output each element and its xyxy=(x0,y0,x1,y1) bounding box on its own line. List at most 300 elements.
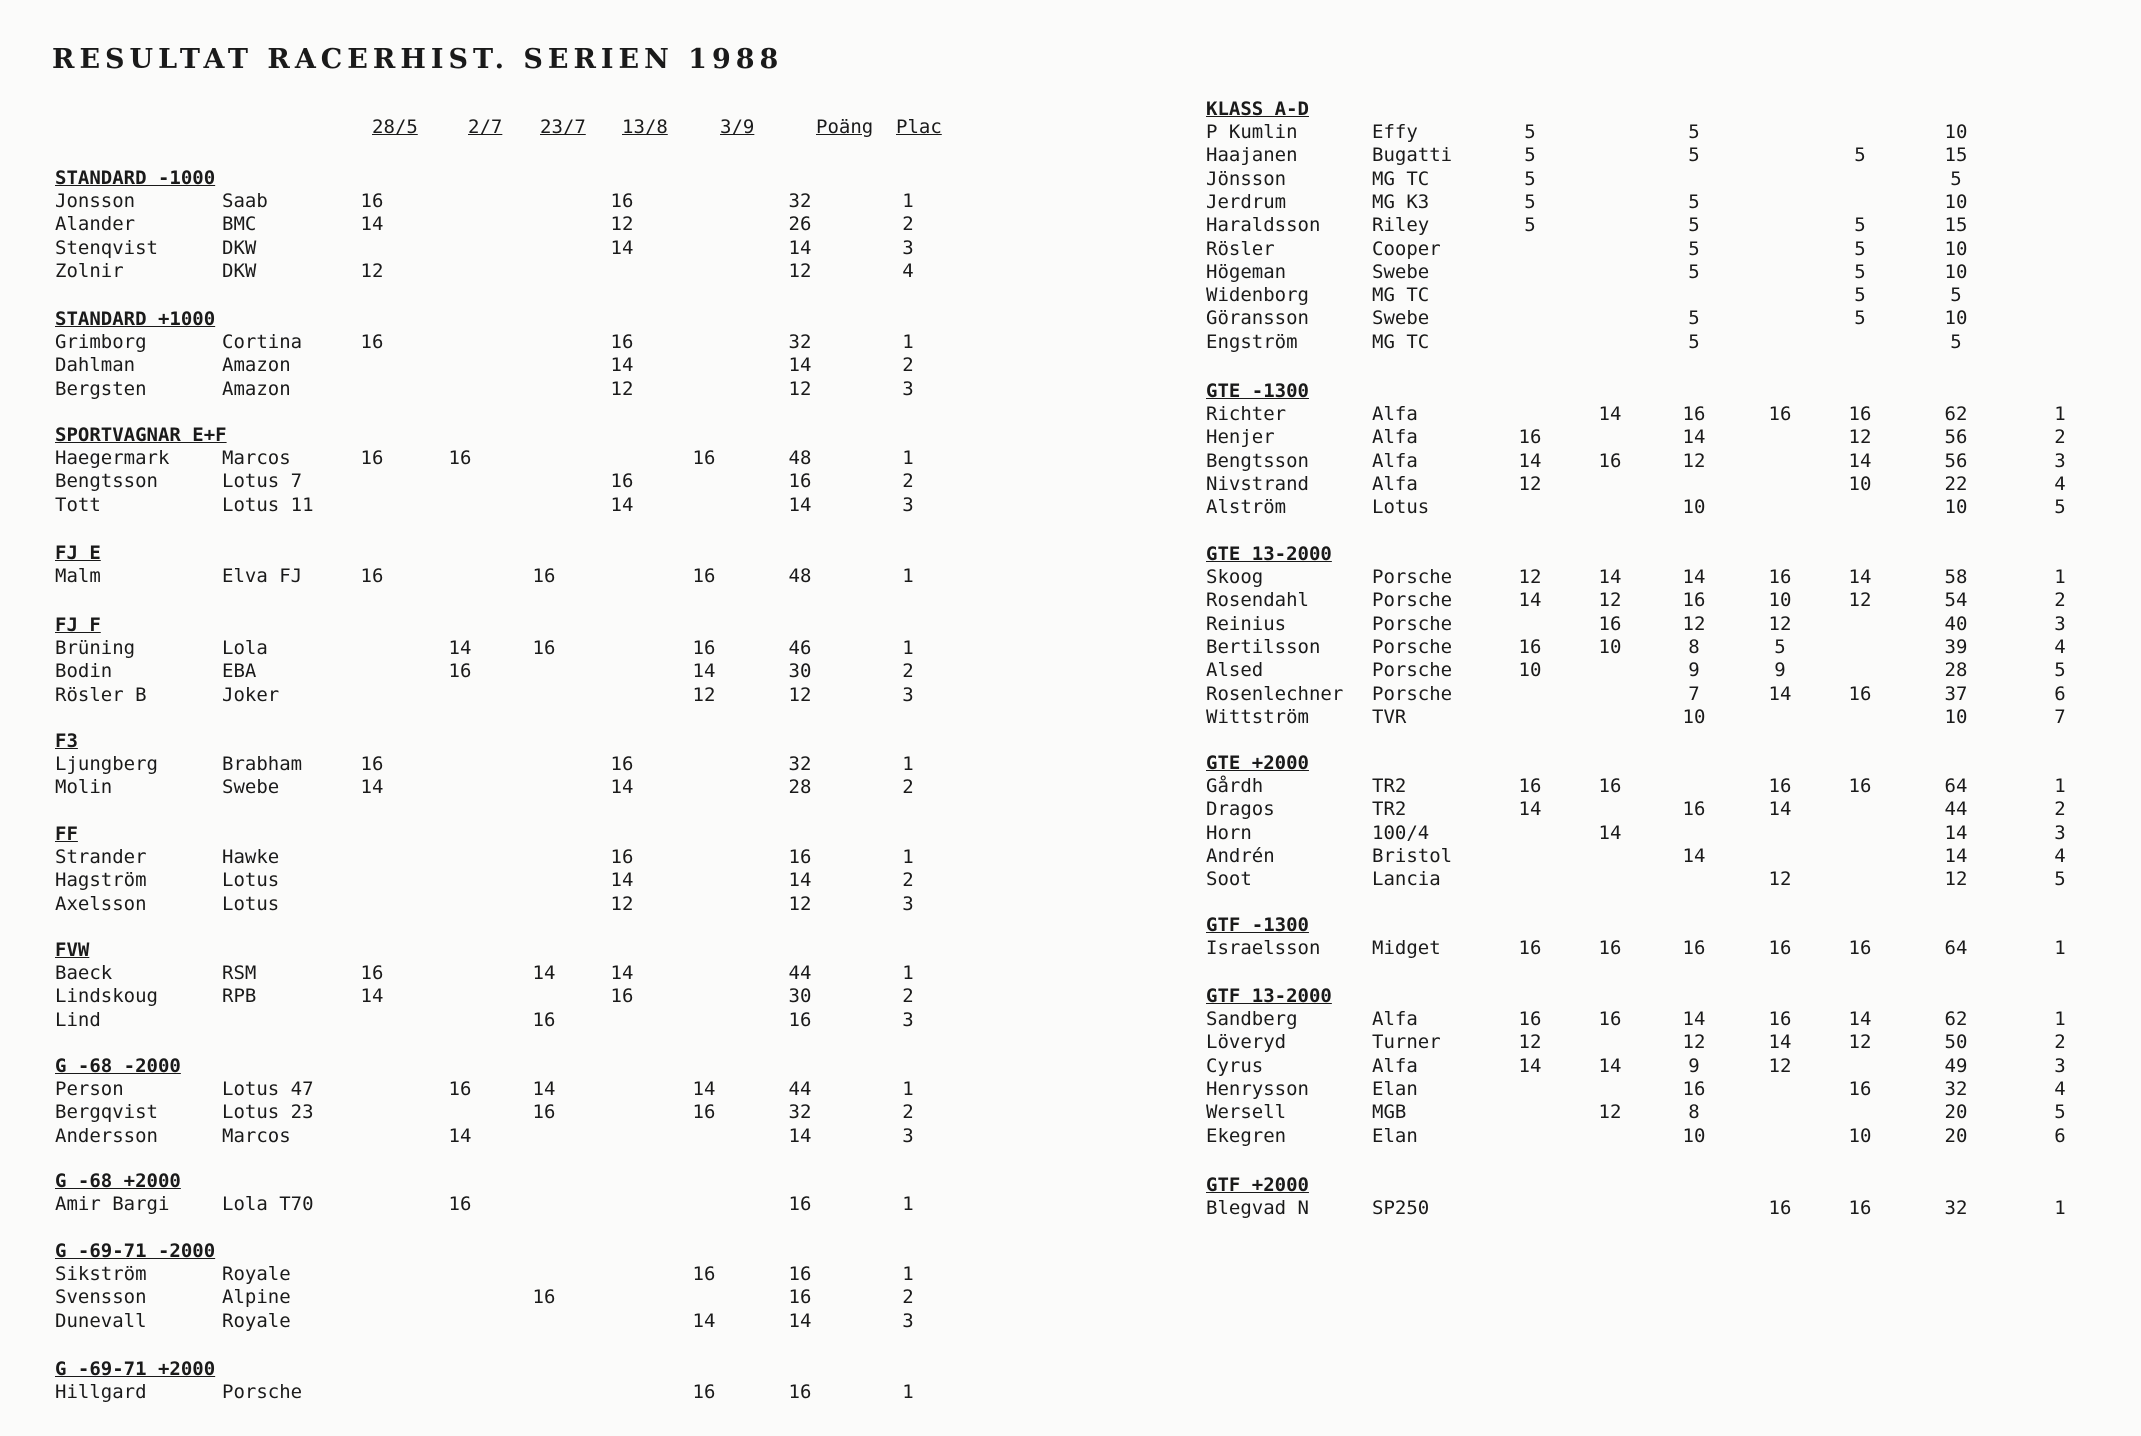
race-23-7-points: 16 xyxy=(532,1101,556,1123)
race-28-5-points: 16 xyxy=(1518,426,1542,448)
race-28-5-points: 16 xyxy=(1518,775,1542,797)
placing: 1 xyxy=(902,753,914,775)
race-3-9-points: 14 xyxy=(692,1078,716,1100)
car-name: Turner xyxy=(1372,1031,1441,1053)
result-row xyxy=(0,798,2141,821)
race-28-5-points: 14 xyxy=(1518,1055,1542,1077)
race-13-8-points: 14 xyxy=(610,776,634,798)
driver-name: Hillgard xyxy=(55,1381,147,1403)
placing: 1 xyxy=(902,331,914,353)
driver-name: Haraldsson xyxy=(1206,214,1321,236)
driver-name: Göransson xyxy=(1206,307,1309,329)
race-23-7-points: 14 xyxy=(532,1078,556,1100)
placing: 3 xyxy=(902,1310,914,1332)
race-28-5-points: 5 xyxy=(1524,168,1536,190)
driver-name: Amir Bargi xyxy=(55,1193,170,1215)
driver-name: Nivstrand xyxy=(1206,473,1309,495)
car-name: Lotus 23 xyxy=(222,1101,314,1123)
race-3-9-points: 14 xyxy=(692,660,716,682)
race-3-9-points: 16 xyxy=(1848,683,1872,705)
driver-name: Malm xyxy=(55,565,101,587)
driver-name: Zolnir xyxy=(55,260,124,282)
total-points: 14 xyxy=(788,1125,812,1147)
driver-name: Bengtsson xyxy=(1206,450,1309,472)
placing: 1 xyxy=(902,637,914,659)
race-13-8-points: 12 xyxy=(610,213,634,235)
total-points: 32 xyxy=(788,190,812,212)
total-points: 5 xyxy=(1950,284,1962,306)
total-points: 58 xyxy=(1944,566,1968,588)
car-name: Cooper xyxy=(1372,238,1441,260)
placing: 3 xyxy=(2054,613,2066,635)
result-row xyxy=(0,331,2141,354)
total-points: 10 xyxy=(1944,261,1968,283)
result-row xyxy=(0,775,2141,798)
race-13-8-points: 16 xyxy=(610,470,634,492)
driver-name: Brüning xyxy=(55,637,136,659)
driver-name: Richter xyxy=(1206,403,1287,425)
race-23-7-points: 10 xyxy=(1682,706,1706,728)
race-2-7-points: 12 xyxy=(1598,589,1622,611)
total-points: 22 xyxy=(1944,473,1968,495)
car-name: Porsche xyxy=(222,1381,303,1403)
car-name: Brabham xyxy=(222,753,303,775)
total-points: 32 xyxy=(1944,1197,1968,1219)
car-name: Swebe xyxy=(222,776,280,798)
total-points: 48 xyxy=(788,565,812,587)
result-row xyxy=(0,985,2141,1008)
placing: 2 xyxy=(902,869,914,891)
result-row xyxy=(0,589,2141,612)
race-23-7-points: 16 xyxy=(1682,798,1706,820)
driver-name: Haajanen xyxy=(1206,144,1298,166)
race-13-8-points: 12 xyxy=(1768,613,1792,635)
race-13-8-points: 10 xyxy=(1768,589,1792,611)
total-points: 10 xyxy=(1944,121,1968,143)
race-2-7-points: 14 xyxy=(448,1125,472,1147)
race-2-7-points: 14 xyxy=(1598,1055,1622,1077)
race-3-9-points: 16 xyxy=(1848,937,1872,959)
placing: 1 xyxy=(2054,775,2066,797)
race-3-9-points: 16 xyxy=(1848,403,1872,425)
driver-name: Wittström xyxy=(1206,706,1309,728)
car-name: Saab xyxy=(222,190,268,212)
class-title: GTE 13-2000 xyxy=(1206,543,1332,565)
total-points: 16 xyxy=(788,1193,812,1215)
car-name: Lola T70 xyxy=(222,1193,314,1215)
placing: 2 xyxy=(2054,426,2066,448)
car-name: Joker xyxy=(222,684,280,706)
race-13-8-points: 12 xyxy=(1768,1055,1792,1077)
header-race4: 13/8 xyxy=(622,116,668,138)
driver-name: Skoog xyxy=(1206,566,1264,588)
race-3-9-points: 16 xyxy=(692,565,716,587)
total-points: 16 xyxy=(788,470,812,492)
car-name: TR2 xyxy=(1372,775,1407,797)
car-name: Porsche xyxy=(1372,659,1453,681)
race-23-7-points: 8 xyxy=(1688,636,1700,658)
driver-name: Axelsson xyxy=(55,893,147,915)
race-3-9-points: 14 xyxy=(692,1310,716,1332)
result-row xyxy=(0,496,2141,519)
driver-name: Jönsson xyxy=(1206,168,1287,190)
race-3-9-points: 5 xyxy=(1854,284,1866,306)
header-points: Poäng xyxy=(816,116,874,138)
result-row xyxy=(0,962,2141,985)
race-13-8-points: 12 xyxy=(610,378,634,400)
race-2-7-points: 16 xyxy=(1598,937,1622,959)
driver-name: Bergsten xyxy=(55,378,147,400)
race-2-7-points: 16 xyxy=(448,660,472,682)
header-race5: 3/9 xyxy=(720,116,755,138)
total-points: 16 xyxy=(788,1263,812,1285)
car-name: Marcos xyxy=(222,447,291,469)
race-2-7-points: 16 xyxy=(1598,613,1622,635)
driver-name: Lind xyxy=(55,1009,101,1031)
race-2-7-points: 14 xyxy=(1598,822,1622,844)
driver-name: Baeck xyxy=(55,962,113,984)
car-name: Alfa xyxy=(1372,403,1418,425)
driver-name: Cyrus xyxy=(1206,1055,1264,1077)
total-points: 16 xyxy=(788,1286,812,1308)
car-name: Alfa xyxy=(1372,473,1418,495)
placing: 1 xyxy=(902,190,914,212)
car-name: Lola xyxy=(222,637,268,659)
class-title: SPORTVAGNAR E+F xyxy=(55,424,227,446)
total-points: 37 xyxy=(1944,683,1968,705)
race-23-7-points: 12 xyxy=(1682,613,1706,635)
class-title: F3 xyxy=(55,730,78,752)
race-23-7-points: 16 xyxy=(532,637,556,659)
race-3-9-points: 5 xyxy=(1854,261,1866,283)
car-name: MG K3 xyxy=(1372,191,1430,213)
car-name: DKW xyxy=(222,260,257,282)
car-name: Hawke xyxy=(222,846,280,868)
race-23-7-points: 9 xyxy=(1688,659,1700,681)
total-points: 14 xyxy=(788,869,812,891)
driver-name: Andersson xyxy=(55,1125,158,1147)
car-name: Lotus xyxy=(222,869,280,891)
total-points: 56 xyxy=(1944,450,1968,472)
placing: 1 xyxy=(2054,566,2066,588)
race-3-9-points: 16 xyxy=(692,1263,716,1285)
placing: 3 xyxy=(902,1125,914,1147)
driver-name: Henrysson xyxy=(1206,1078,1309,1100)
placing: 2 xyxy=(2054,589,2066,611)
result-row xyxy=(0,1078,2141,1101)
race-28-5-points: 12 xyxy=(360,260,384,282)
race-23-7-points: 16 xyxy=(1682,589,1706,611)
total-points: 10 xyxy=(1944,496,1968,518)
total-points: 64 xyxy=(1944,937,1968,959)
race-28-5-points: 5 xyxy=(1524,214,1536,236)
placing: 1 xyxy=(2054,937,2066,959)
result-row xyxy=(0,1101,2141,1124)
placing: 5 xyxy=(2054,1101,2066,1123)
car-name: Cortina xyxy=(222,331,303,353)
driver-name: Alsed xyxy=(1206,659,1264,681)
race-23-7-points: 16 xyxy=(532,1286,556,1308)
race-13-8-points: 16 xyxy=(610,985,634,1007)
car-name: Alfa xyxy=(1372,1008,1418,1030)
class-title: FVW xyxy=(55,939,90,961)
result-row xyxy=(0,1263,2141,1286)
race-13-8-points: 14 xyxy=(610,237,634,259)
race-23-7-points: 5 xyxy=(1688,214,1700,236)
race-23-7-points: 5 xyxy=(1688,331,1700,353)
placing: 5 xyxy=(2054,868,2066,890)
class-title: STANDARD -1000 xyxy=(55,167,216,189)
placing: 3 xyxy=(2054,450,2066,472)
total-points: 39 xyxy=(1944,636,1968,658)
result-row xyxy=(0,753,2141,776)
race-13-8-points: 16 xyxy=(1768,1008,1792,1030)
driver-name: Ekegren xyxy=(1206,1125,1287,1147)
car-name: Porsche xyxy=(1372,613,1453,635)
race-3-9-points: 12 xyxy=(1848,426,1872,448)
total-points: 12 xyxy=(788,260,812,282)
driver-name: Alström xyxy=(1206,496,1287,518)
race-28-5-points: 16 xyxy=(360,331,384,353)
result-row xyxy=(0,1055,2141,1078)
car-name: Porsche xyxy=(1372,636,1453,658)
result-row xyxy=(0,683,2141,706)
race-23-7-points: 16 xyxy=(1682,403,1706,425)
result-row xyxy=(0,659,2141,682)
result-row xyxy=(0,893,2141,916)
total-points: 62 xyxy=(1944,1008,1968,1030)
car-name: MGB xyxy=(1372,1101,1407,1123)
total-points: 10 xyxy=(1944,706,1968,728)
placing: 2 xyxy=(2054,1031,2066,1053)
total-points: 16 xyxy=(788,1381,812,1403)
result-row xyxy=(0,214,2141,237)
placing: 3 xyxy=(902,378,914,400)
race-2-7-points: 16 xyxy=(448,447,472,469)
driver-name: Bergqvist xyxy=(55,1101,158,1123)
total-points: 49 xyxy=(1944,1055,1968,1077)
race-2-7-points: 14 xyxy=(1598,566,1622,588)
car-name: Elan xyxy=(1372,1078,1418,1100)
result-row xyxy=(0,307,2141,330)
race-23-7-points: 9 xyxy=(1688,1055,1700,1077)
race-23-7-points: 5 xyxy=(1688,144,1700,166)
class-title: FJ F xyxy=(55,614,101,636)
race-28-5-points: 10 xyxy=(1518,659,1542,681)
race-3-9-points: 14 xyxy=(1848,450,1872,472)
header-race1: 28/5 xyxy=(372,116,418,138)
total-points: 32 xyxy=(788,753,812,775)
total-points: 50 xyxy=(1944,1031,1968,1053)
race-3-9-points: 5 xyxy=(1854,144,1866,166)
driver-name: Engström xyxy=(1206,331,1298,353)
total-points: 10 xyxy=(1944,238,1968,260)
total-points: 15 xyxy=(1944,214,1968,236)
placing: 1 xyxy=(902,1193,914,1215)
result-row xyxy=(0,450,2141,473)
car-name: MG TC xyxy=(1372,284,1430,306)
page-title: RESULTAT RACERHIST. SERIEN 1988 xyxy=(52,44,784,75)
total-points: 26 xyxy=(788,213,812,235)
total-points: 32 xyxy=(788,1101,812,1123)
driver-name: Dunevall xyxy=(55,1310,147,1332)
total-points: 16 xyxy=(788,846,812,868)
race-13-8-points: 16 xyxy=(1768,1197,1792,1219)
class-title: G -68 -2000 xyxy=(55,1055,181,1077)
result-row xyxy=(0,845,2141,868)
race-2-7-points: 16 xyxy=(448,1193,472,1215)
race-13-8-points: 16 xyxy=(1768,937,1792,959)
car-name: 100/4 xyxy=(1372,822,1430,844)
driver-name: Alander xyxy=(55,213,136,235)
race-13-8-points: 16 xyxy=(1768,403,1792,425)
total-points: 14 xyxy=(788,354,812,376)
race-23-7-points: 16 xyxy=(532,565,556,587)
result-row xyxy=(0,822,2141,845)
race-23-7-points: 16 xyxy=(532,1009,556,1031)
driver-name: Henjer xyxy=(1206,426,1275,448)
total-points: 12 xyxy=(788,893,812,915)
car-name: TVR xyxy=(1372,706,1407,728)
placing: 4 xyxy=(2054,473,2066,495)
total-points: 28 xyxy=(1944,659,1968,681)
race-23-7-points: 14 xyxy=(1682,1008,1706,1030)
class-title: GTF +2000 xyxy=(1206,1174,1309,1196)
result-row xyxy=(0,636,2141,659)
placing: 2 xyxy=(902,776,914,798)
car-name: Lotus xyxy=(222,893,280,915)
race-3-9-points: 12 xyxy=(1848,1031,1872,1053)
car-name: Amazon xyxy=(222,378,291,400)
race-13-8-points: 12 xyxy=(610,893,634,915)
race-13-8-points: 14 xyxy=(610,354,634,376)
result-row xyxy=(0,403,2141,426)
race-2-7-points: 16 xyxy=(448,1078,472,1100)
placing: 4 xyxy=(2054,845,2066,867)
driver-name: Dragos xyxy=(1206,798,1275,820)
car-name: Lotus 11 xyxy=(222,494,314,516)
race-28-5-points: 14 xyxy=(1518,589,1542,611)
placing: 2 xyxy=(2054,798,2066,820)
driver-name: Person xyxy=(55,1078,124,1100)
placing: 2 xyxy=(902,354,914,376)
race-23-7-points: 14 xyxy=(1682,426,1706,448)
car-name: Swebe xyxy=(1372,307,1430,329)
race-13-8-points: 14 xyxy=(610,962,634,984)
driver-name: Jerdrum xyxy=(1206,191,1287,213)
driver-name: Jonsson xyxy=(55,190,136,212)
driver-name: Ljungberg xyxy=(55,753,158,775)
race-13-8-points: 16 xyxy=(610,846,634,868)
car-name: Bugatti xyxy=(1372,144,1453,166)
driver-name: Tott xyxy=(55,494,101,516)
driver-name: Soot xyxy=(1206,868,1252,890)
car-name: Alfa xyxy=(1372,1055,1418,1077)
placing: 3 xyxy=(902,684,914,706)
race-2-7-points: 16 xyxy=(1598,450,1622,472)
race-28-5-points: 14 xyxy=(360,776,384,798)
driver-name: Rösler B xyxy=(55,684,147,706)
class-title: FJ E xyxy=(55,542,101,564)
race-3-9-points: 14 xyxy=(1848,1008,1872,1030)
placing: 7 xyxy=(2054,706,2066,728)
driver-name: Molin xyxy=(55,776,113,798)
result-row xyxy=(0,1197,2141,1220)
race-23-7-points: 16 xyxy=(1682,937,1706,959)
result-row xyxy=(0,1310,2141,1333)
result-row xyxy=(0,1286,2141,1309)
result-row xyxy=(0,284,2141,307)
class-title: GTE -1300 xyxy=(1206,380,1309,402)
race-3-9-points: 16 xyxy=(1848,775,1872,797)
total-points: 10 xyxy=(1944,307,1968,329)
driver-name: Horn xyxy=(1206,822,1252,844)
race-28-5-points: 16 xyxy=(1518,937,1542,959)
car-name: TR2 xyxy=(1372,798,1407,820)
race-28-5-points: 14 xyxy=(360,985,384,1007)
placing: 4 xyxy=(902,260,914,282)
total-points: 5 xyxy=(1950,331,1962,353)
driver-name: Wersell xyxy=(1206,1101,1287,1123)
car-name: DKW xyxy=(222,237,257,259)
car-name: Lotus 47 xyxy=(222,1078,314,1100)
race-3-9-points: 16 xyxy=(692,1381,716,1403)
result-row xyxy=(0,473,2141,496)
race-28-5-points: 14 xyxy=(1518,798,1542,820)
driver-name: Dahlman xyxy=(55,354,136,376)
total-points: 46 xyxy=(788,637,812,659)
total-points: 44 xyxy=(1944,798,1968,820)
placing: 5 xyxy=(2054,496,2066,518)
driver-name: Israelsson xyxy=(1206,937,1321,959)
driver-name: Sikström xyxy=(55,1263,147,1285)
driver-name: Hagström xyxy=(55,869,147,891)
placing: 2 xyxy=(902,1286,914,1308)
race-3-9-points: 10 xyxy=(1848,473,1872,495)
driver-name: Bengtsson xyxy=(55,470,158,492)
race-23-7-points: 5 xyxy=(1688,238,1700,260)
car-name: MG TC xyxy=(1372,168,1430,190)
race-23-7-points: 12 xyxy=(1682,450,1706,472)
placing: 3 xyxy=(902,237,914,259)
driver-name: Rosendahl xyxy=(1206,589,1309,611)
race-13-8-points: 14 xyxy=(610,869,634,891)
class-title: G -69-71 +2000 xyxy=(55,1358,216,1380)
total-points: 10 xyxy=(1944,191,1968,213)
race-28-5-points: 16 xyxy=(360,753,384,775)
car-name: Amazon xyxy=(222,354,291,376)
total-points: 44 xyxy=(788,1078,812,1100)
class-title: KLASS A-D xyxy=(1206,98,1309,120)
header-race2: 2/7 xyxy=(468,116,503,138)
placing: 1 xyxy=(2054,403,2066,425)
total-points: 28 xyxy=(788,776,812,798)
car-name: RSM xyxy=(222,962,257,984)
race-3-9-points: 12 xyxy=(692,684,716,706)
race-13-8-points: 14 xyxy=(1768,683,1792,705)
race-3-9-points: 16 xyxy=(1848,1078,1872,1100)
total-points: 20 xyxy=(1944,1101,1968,1123)
total-points: 44 xyxy=(788,962,812,984)
car-name: Royale xyxy=(222,1310,291,1332)
car-name: Alfa xyxy=(1372,426,1418,448)
placing: 1 xyxy=(2054,1197,2066,1219)
race-2-7-points: 14 xyxy=(1598,403,1622,425)
class-title: GTF -1300 xyxy=(1206,914,1309,936)
race-28-5-points: 16 xyxy=(360,190,384,212)
result-row xyxy=(0,238,2141,261)
driver-name: Haegermark xyxy=(55,447,170,469)
